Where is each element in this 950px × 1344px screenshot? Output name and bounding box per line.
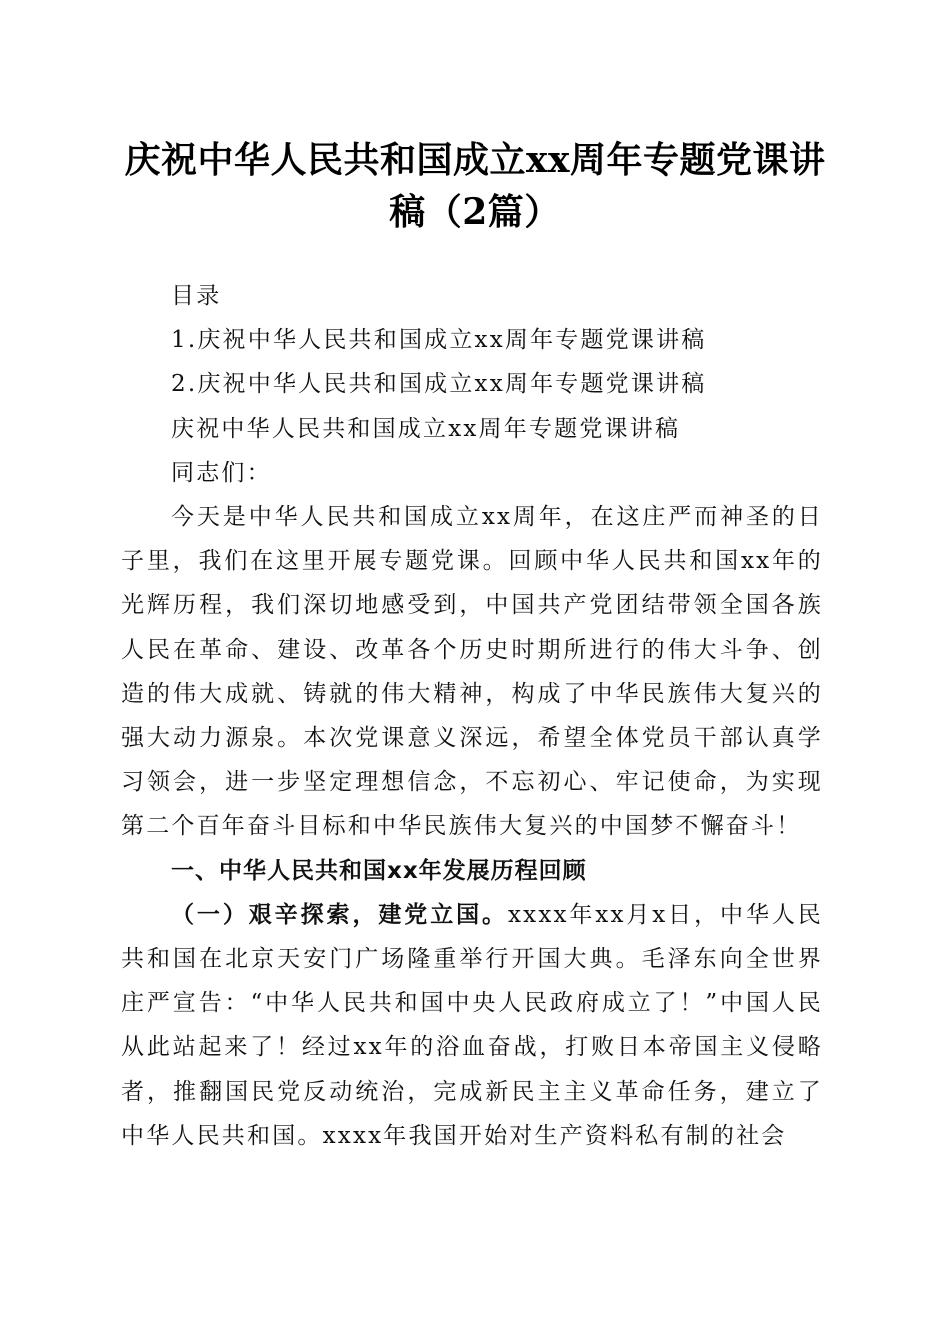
subsection-1-lead: （一）艰辛探索，建党立国。: [171, 901, 508, 928]
subsection-1-text: xxxx年xx月x日，中华人民共和国在北京天安门广场隆重举行开国大典。毛泽东向全世界庄严宣告：“中华人民共和国中央人民政府成立了！”中国人民从此站起来了！经过xx年的浴血奋战，打败日本帝国主义侵略者，推翻国民党反动统治，完成新民主主义革命任务，建立了中华人民共和国。xxxx年我国开始对生产资料私有制的社会: [121, 901, 823, 1149]
section-1-heading: 一、中华人民共和国xx年发展历程回顾: [171, 857, 587, 884]
toc-item-1: 1.庆祝中华人民共和国成立xx周年专题党课讲稿: [171, 327, 707, 354]
document-body: [121, 274, 823, 1158]
document-title: 庆祝中华人民共和国成立xx周年专题党课讲稿（2篇）: [124, 139, 826, 233]
toc-item-2: 2.庆祝中华人民共和国成立xx周年专题党课讲稿: [171, 371, 707, 398]
article-title: 庆祝中华人民共和国成立xx周年专题党课讲稿: [171, 415, 681, 442]
intro-paragraph: 今天是中华人民共和国成立xx周年，在这庄严而神圣的日子里，我们在这里开展专题党课。回顾中华人民共和国xx年的光辉历程，我们深切地感受到，中国共产党团结带领全国各族人民在革命、建设、改革各个历史时期所进行的伟大斗争、创造的伟大成就、铸就的伟大精神，构成了中华民族伟大复兴的强大动力源泉。本次党课意义深远，希望全体党员干部认真学习领会，进一步坚定理想信念，不忘初心、牢记使命，为实现第二个百年奋斗目标和中华民族伟大复兴的中国梦不懈奋斗！: [121, 504, 823, 840]
section-1-subsection-1-paragraph: [121, 893, 823, 1158]
salutation: 同志们：: [171, 459, 272, 486]
toc-heading: 目录: [171, 283, 222, 309]
